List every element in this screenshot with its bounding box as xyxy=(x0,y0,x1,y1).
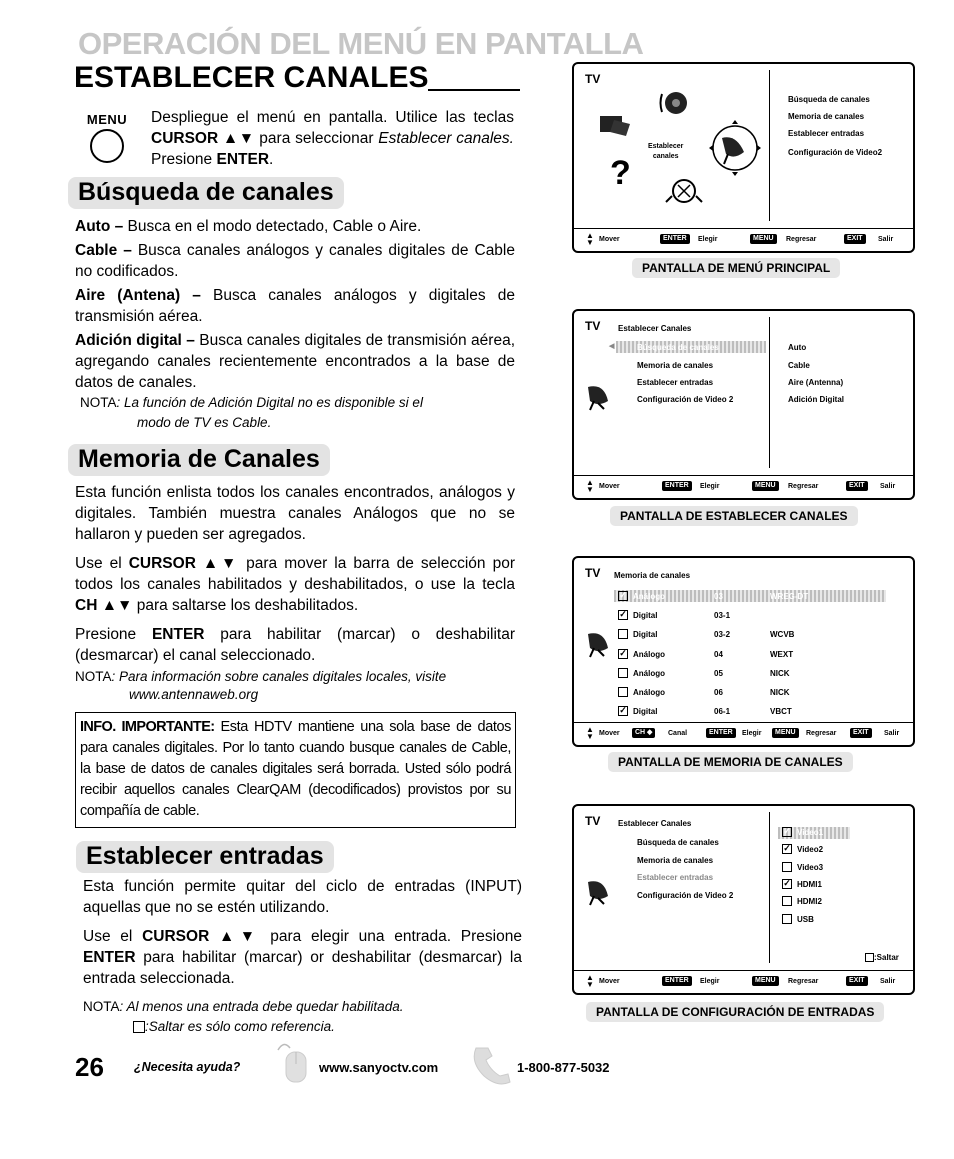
caption-establecer-canales: PANTALLA DE ESTABLECER CANALES xyxy=(610,506,858,526)
busqueda-item: Cable – Busca canales análogos y canales digitales de Cable no codificados. xyxy=(75,242,515,280)
tv-label: TV xyxy=(585,319,601,333)
menu-circle-icon xyxy=(82,127,132,165)
menu-item[interactable]: Configuración de Video 2 xyxy=(637,395,734,404)
input-checkbox[interactable] xyxy=(782,862,792,872)
page-title: ESTABLECER CANALES xyxy=(74,61,429,94)
menu-item[interactable]: Búsqueda de canales xyxy=(637,838,719,847)
entradas-nota: NOTA: Al menos una entrada debe quedar habilitada. :Saltar es sólo como referencia. xyxy=(83,999,404,1034)
input-checkbox[interactable]: ✓ xyxy=(783,826,791,836)
busqueda-item: Auto – Busca en el modo detectado, Cable o Aire. xyxy=(75,218,422,235)
menu-item[interactable]: Establecer entradas xyxy=(788,129,865,138)
input-row[interactable]: ✓ Video2 xyxy=(783,843,824,855)
page-number: 26 xyxy=(75,1052,104,1082)
help-text: ¿Necesita ayuda? xyxy=(134,1060,241,1074)
channels-dish-icon xyxy=(709,120,761,176)
channels-dish-icon xyxy=(584,381,610,411)
skip-legend: :Saltar xyxy=(865,953,899,962)
channels-dish-icon xyxy=(584,628,610,658)
screen-menu-principal xyxy=(572,62,915,253)
channel-checkbox[interactable]: ✓ xyxy=(619,590,627,600)
input-row[interactable]: HDMI2 xyxy=(782,897,822,907)
tv-label: TV xyxy=(585,566,601,580)
channel-row[interactable]: Análogo 06 NICK xyxy=(618,688,878,700)
left-arrow-icon: ◀ xyxy=(609,343,615,350)
phone-number: 1-800-877-5032 xyxy=(517,1060,610,1075)
menu-label: MENU xyxy=(86,112,128,127)
menu-item[interactable]: Establecer entradas xyxy=(637,378,714,387)
menu-item[interactable]: Búsqueda de canales xyxy=(637,343,719,352)
menu-item[interactable]: Memoria de canales xyxy=(788,112,865,121)
option-item[interactable]: Aire (Antenna) xyxy=(788,378,844,387)
exit-key: EXIT xyxy=(844,234,866,244)
busqueda-item: Aire (Antena) – Busca canales análogos y digitales de transmisión aérea. xyxy=(75,287,515,325)
updown-icon: ▲ ▼ xyxy=(586,725,594,741)
channel-checkbox[interactable] xyxy=(618,668,628,678)
channel-checkbox[interactable] xyxy=(618,629,628,639)
busqueda-nota: NOTA: La función de Adición Digital no es disponible si el modo de TV es Cable. xyxy=(80,395,423,430)
memoria-nota: NOTA: Para información sobre canales digitales locales, visite www.antennaweb.org xyxy=(75,669,447,702)
busqueda-body xyxy=(75,216,515,396)
option-item[interactable]: Adición Digital xyxy=(788,395,844,404)
website-link[interactable]: www.sanyoctv.com xyxy=(319,1060,439,1075)
menu-item[interactable]: Memoria de canales xyxy=(637,361,714,370)
channel-checkbox[interactable]: ✓ xyxy=(619,647,627,658)
channel-row[interactable]: ✓ Digital 06-1 VBCT xyxy=(619,705,792,717)
svg-text:?: ? xyxy=(610,154,631,192)
option-item[interactable]: Cable xyxy=(788,361,810,370)
exit-key: EXIT xyxy=(850,728,872,738)
timer-clock-icon xyxy=(666,180,702,202)
caption-memoria-canales: PANTALLA DE MEMORIA DE CANALES xyxy=(608,752,853,772)
input-checkbox[interactable] xyxy=(782,914,792,924)
caption-configuracion-entradas: PANTALLA DE CONFIGURACIÓN DE ENTRADAS xyxy=(586,1002,884,1022)
input-row[interactable]: ✓ Video1 xyxy=(783,826,824,838)
tv-label: TV xyxy=(585,72,601,86)
screen-title: Establecer Canales xyxy=(618,819,692,828)
menu-item[interactable]: Configuración de Video2 xyxy=(788,148,883,157)
picture-icon xyxy=(600,116,630,136)
mouse-icon xyxy=(274,1040,312,1086)
enter-key: ENTER xyxy=(662,976,692,986)
status-bar: ▲ ▼ Mover ENTER Elegir MENU Regresar EXIT Salir xyxy=(574,228,913,251)
updown-icon: ▲ ▼ xyxy=(586,973,594,989)
option-item[interactable]: Auto xyxy=(788,343,807,352)
exit-key: EXIT xyxy=(846,481,868,491)
status-bar: ▲ ▼ Mover CH ◆ Canal ENTER Elegir MENU Regresar EXIT Salir xyxy=(574,722,913,745)
phone-icon xyxy=(470,1044,512,1086)
menu-item[interactable]: Establecer entradas xyxy=(637,873,714,882)
help-question-icon xyxy=(610,154,631,192)
exit-key: EXIT xyxy=(846,976,868,986)
screen-configuracion-entradas xyxy=(572,804,915,995)
status-bar: ▲ ▼ Mover ENTER Elegir MENU Regresar EXIT Salir xyxy=(574,970,913,993)
input-checkbox[interactable]: ✓ xyxy=(783,843,791,854)
title-rule xyxy=(428,89,520,91)
channel-row[interactable]: Análogo 05 NICK xyxy=(618,669,878,681)
intro-text: Despliegue el menú en pantalla. Utilice las teclas CURSOR ▲▼ para seleccionar Establecer canales. Presione ENTER. xyxy=(151,109,514,168)
channel-checkbox[interactable]: ✓ xyxy=(619,705,627,716)
menu-key: MENU xyxy=(752,976,779,986)
section-header: OPERACIÓN DEL MENÚ EN PANTALLA xyxy=(78,26,644,61)
screen-title: Memoria de canales xyxy=(614,571,691,580)
input-checkbox[interactable] xyxy=(782,896,792,906)
channel-row[interactable]: Digital 03-2 WCVB xyxy=(618,630,878,642)
menu-item[interactable]: Configuración de Video 2 xyxy=(637,891,734,900)
info-importante-box: INFO. IMPORTANTE: Esta HDTV mantiene una sola base de datos para canales digitales. Por lo tanto cuando busque canales de Cable, la base de datos de canales digitales será borrada. Usted sólo podrá recibir aquellos canales ClearQAM (decodificados) provistos por su compañía de cable. xyxy=(75,712,516,828)
screen-memoria-canales xyxy=(572,556,915,747)
screen-establecer-canales xyxy=(572,309,915,500)
input-row[interactable]: ✓ HDMI1 xyxy=(783,877,822,889)
enter-key: ENTER xyxy=(660,234,690,244)
memoria-heading: Memoria de Canales xyxy=(68,444,330,476)
caption-menu-principal: PANTALLA DE MENÚ PRINCIPAL xyxy=(632,258,840,278)
channel-row[interactable]: ✓ Análogo 04 WEXT xyxy=(619,647,794,659)
busqueda-item: Adición digital – Busca canales digitales de transmisión aérea, agregando canales recientemente encontrados a la base de datos de canales. xyxy=(75,332,516,391)
sound-icon xyxy=(661,92,688,114)
menu-key: MENU xyxy=(750,234,777,244)
enter-key: ENTER xyxy=(706,728,736,738)
menu-button-icon xyxy=(82,112,132,168)
input-row[interactable]: USB xyxy=(782,915,814,925)
updown-icon: ▲ ▼ xyxy=(586,478,594,494)
screen-title: Establecer Canales xyxy=(618,324,692,333)
ch-key: CH ◆ xyxy=(632,728,655,738)
updown-icon: ▲ ▼ xyxy=(586,231,594,247)
skip-box-icon xyxy=(865,953,874,962)
menu-item[interactable]: Búsqueda de canales xyxy=(788,95,870,104)
busqueda-heading: Búsqueda de canales xyxy=(68,177,344,209)
status-bar: ▲ ▼ Mover ENTER Elegir MENU Regresar EXIT Salir xyxy=(574,475,913,498)
channel-checkbox[interactable]: ✓ xyxy=(619,609,627,620)
input-row[interactable]: Video3 xyxy=(782,863,823,873)
tv-label: TV xyxy=(585,814,601,828)
channel-checkbox[interactable] xyxy=(618,687,628,697)
skip-box-icon xyxy=(133,1021,145,1033)
entradas-heading: Establecer entradas xyxy=(76,841,334,873)
menu-item[interactable]: Memoria de canales xyxy=(637,856,714,865)
entradas-body: Esta función permite quitar del ciclo de entradas (INPUT) aquellas que no se estén utilizando. Use el CURSOR ▲▼ para elegir una entrada. Presione ENTER para habilitar (marcar) or deshabilitar (desmarcar) la entrada seleccionada. xyxy=(83,878,522,987)
channels-dish-icon xyxy=(584,876,610,906)
menu-key: MENU xyxy=(752,481,779,491)
memoria-body: Esta función enlista todos los canales encontrados, análogos y digitales. También muestra canales Análogos que no se hallaron y pueden ser agregados. Use el CURSOR ▲▼ para mover la barra de selección por todos los canales habilitados y deshabilitados, o use la tecla CH ▲▼ para saltarse los deshabilitados. Presione ENTER para habilitar (marcar) o deshabilitar (desmarcar) el canal seleccionado. xyxy=(75,484,515,664)
menu-key: MENU xyxy=(772,728,799,738)
channel-row[interactable]: ✓ Digital 03-1 xyxy=(619,609,731,621)
center-label: Establecer canales xyxy=(648,143,684,160)
channel-row[interactable]: ✓ Análogo 03 WREG-DT xyxy=(619,590,809,602)
input-checkbox[interactable]: ✓ xyxy=(783,877,791,888)
enter-key: ENTER xyxy=(662,481,692,491)
